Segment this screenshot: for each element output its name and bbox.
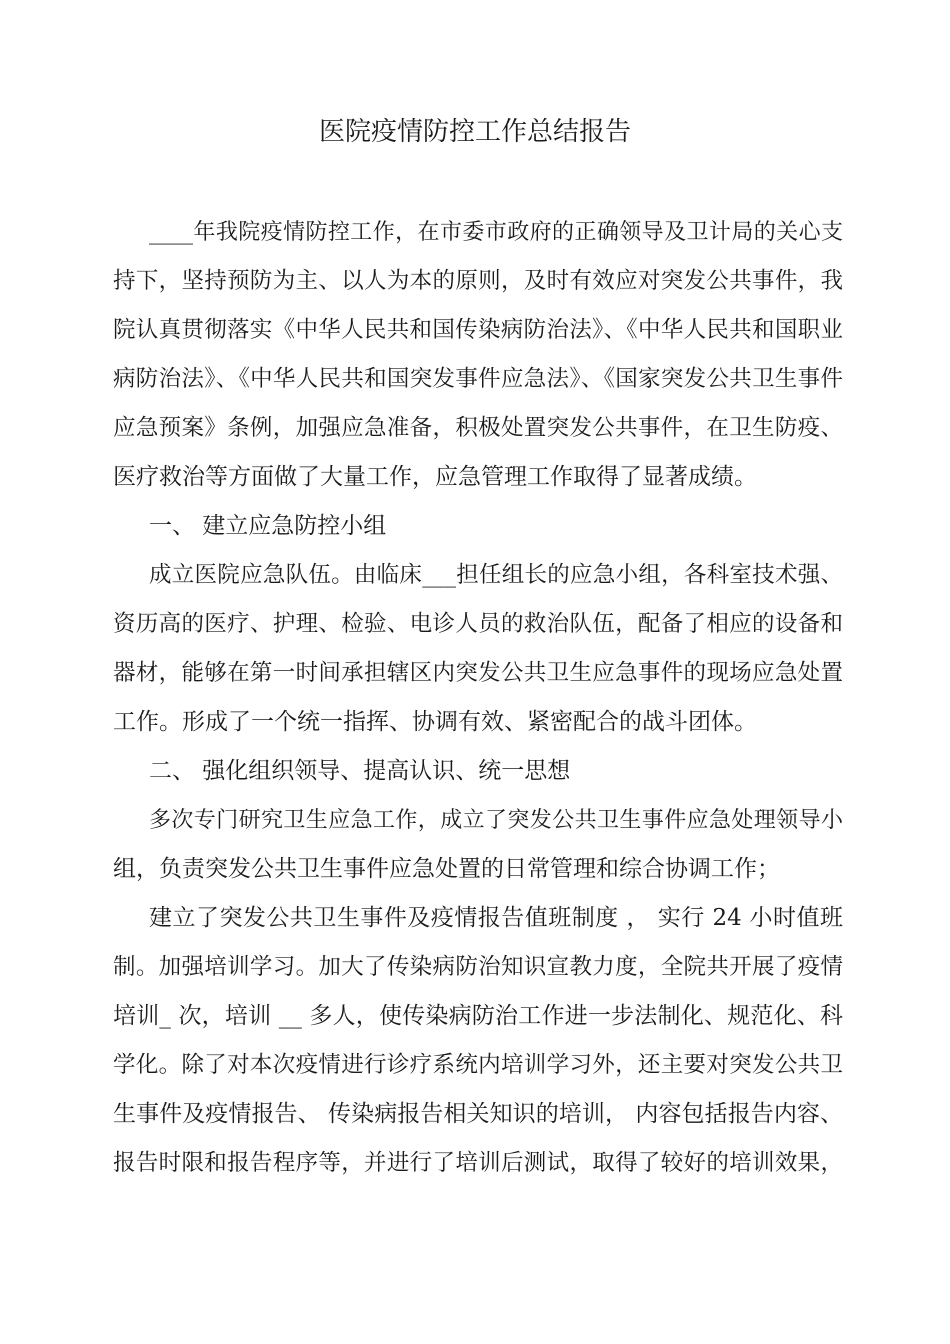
body-line: 医疗救治等方面做了大量工作，应急管理工作取得了显著成绩。	[113, 464, 757, 490]
section-heading-2: 二、 强化组织领导、提高认识、统一思想	[149, 758, 571, 784]
body-line: 病防治法》、《中华人民共和国突发事件应急法》、《国家突发公共卫生事件	[113, 366, 843, 392]
body-line: 院认真贯彻落实《中华人民共和国传染病防治法》、《中华人民共和国职业	[113, 317, 843, 343]
body-line: 持下，坚持预防为主、以人为本的原则，及时有效应对突发公共事件，我	[113, 268, 843, 294]
document-body	[113, 208, 843, 1188]
body-line: 学化。除了对本次疫情进行诊疗系统内培训学习外，还主要对突发公共卫	[113, 1052, 843, 1078]
body-line: 生事件及疫情报告、 传染病报告相关知识的培训， 内容包括报告内容、	[113, 1101, 843, 1127]
body-line: 器材，能够在第一时间承担辖区内突发公共卫生应急事件的现场应急处置	[113, 660, 843, 686]
body-line: 资历高的医疗、护理、检验、电诊人员的救治队伍，配备了相应的设备和	[113, 611, 843, 637]
body-line: 制。加强培训学习。加大了传染病防治知识宣教力度，全院共开展了疫情	[113, 954, 843, 980]
document-title: 医院疫情防控工作总结报告	[318, 117, 631, 147]
body-line: ____年我院疫情防控工作，在市委市政府的正确领导及卫计局的关心支	[149, 220, 843, 245]
body-line: 工作。形成了一个统一指挥、协调有效、紧密配合的战斗团体。	[113, 709, 757, 735]
body-line: 应急预案》条例，加强应急准备，积极处置突发公共事件，在卫生防疫、	[113, 415, 843, 441]
body-line: 建立了突发公共卫生事件及疫情报告值班制度 ， 实行 24 小时值班	[149, 905, 843, 931]
body-line: 组，负责突发公共卫生事件应急处置的日常管理和综合协调工作；	[113, 856, 780, 882]
section-heading-1: 一、 建立应急防控小组	[149, 513, 387, 539]
body-line: 报告时限和报告程序等，并进行了培训后测试，取得了较好的培训效果，	[113, 1150, 843, 1176]
body-line: 多次专门研究卫生应急工作，成立了突发公共卫生事件应急处理领导小	[149, 808, 843, 833]
body-line: 成立医院应急队伍。由临床___担任组长的应急小组，各科室技术强、	[149, 562, 843, 588]
body-line: 培训_ 次，培训 __ 多人，使传染病防治工作进一步法制化、规范化、科	[113, 1003, 843, 1029]
